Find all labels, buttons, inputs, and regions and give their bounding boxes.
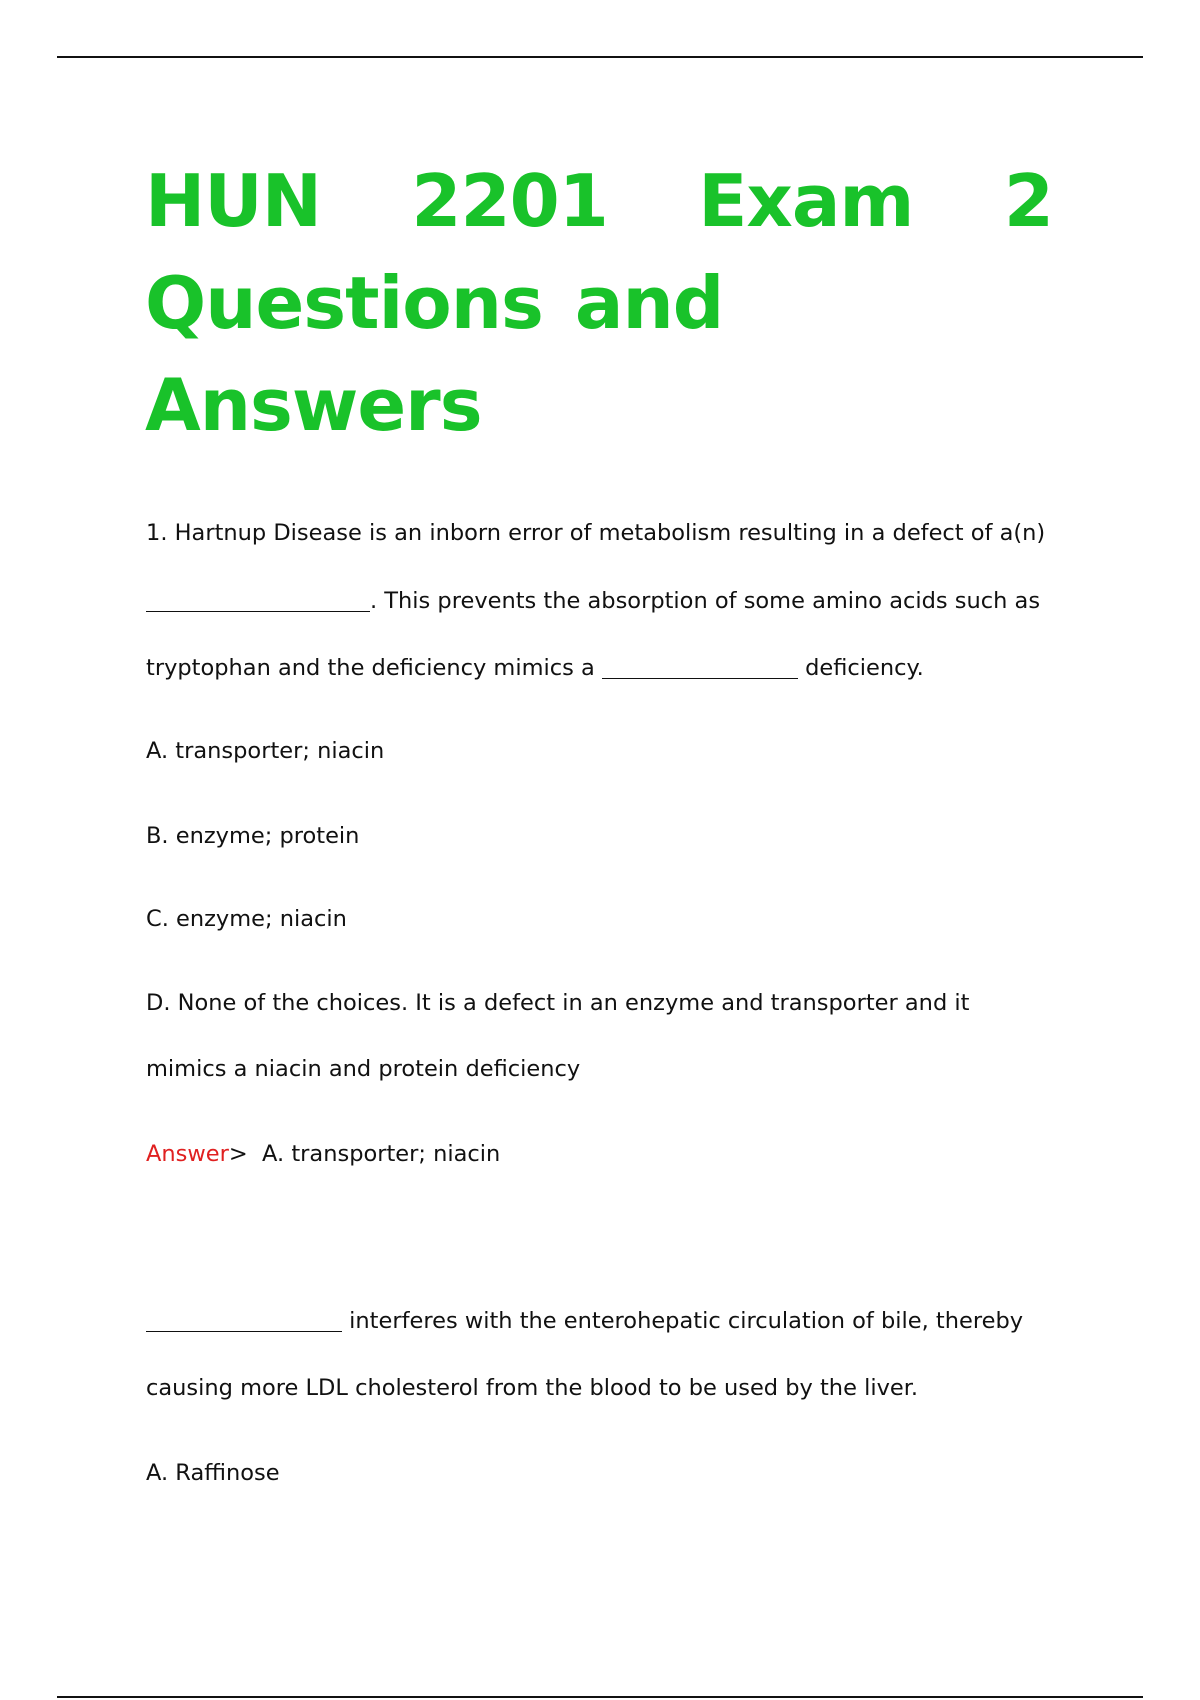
- question-1-line-2-text: . This prevents the absorption of some amino acids such as: [370, 588, 1041, 614]
- question-1-line-3-text-a: tryptophan and the deficiency mimics a: [146, 655, 595, 681]
- question-1-line-3-text-b: deficiency.: [805, 655, 924, 681]
- question-1-option-d-line-1: D. None of the choices. It is a defect in an enzyme and transporter and it: [146, 990, 970, 1016]
- question-1-line-2: [146, 586, 1040, 616]
- question-1-option-a: A. transporter; niacin: [146, 738, 385, 764]
- top-rule: [57, 56, 1143, 58]
- title-word: 2: [1003, 159, 1053, 243]
- question-2-option-a: A. Raffinose: [146, 1460, 280, 1486]
- question-1-answer: [146, 1139, 500, 1169]
- question-2-line-1-text: interferes with the enterohepatic circulation of bile, thereby: [349, 1308, 1024, 1334]
- fill-in-blank: [146, 1309, 342, 1332]
- question-1-option-b: B. enzyme; protein: [146, 823, 360, 849]
- title-word: HUN: [145, 159, 321, 243]
- answer-text: A. transporter; niacin: [262, 1141, 501, 1167]
- title-line-2: Questions and Answers: [145, 261, 724, 447]
- answer-separator: >: [228, 1141, 248, 1167]
- title-word: Exam: [698, 159, 914, 243]
- title-line-1: [145, 150, 1053, 252]
- answer-label: Answer: [146, 1141, 229, 1167]
- fill-in-blank: [602, 656, 798, 679]
- question-1-option-c: C. enzyme; niacin: [146, 906, 347, 932]
- question-1-line-1: 1. Hartnup Disease is an inborn error of metabolism resulting in a defect of a(n): [146, 520, 1046, 546]
- question-2-line-1: [146, 1306, 1023, 1336]
- bottom-rule: [57, 1696, 1143, 1698]
- question-1-option-d-line-2: mimics a niacin and protein deficiency: [146, 1056, 581, 1082]
- title-word: 2201: [411, 159, 608, 243]
- document-title: [145, 150, 1053, 447]
- question-1-line-3: [146, 653, 924, 683]
- question-2-line-2: causing more LDL cholesterol from the blood to be used by the liver.: [146, 1375, 919, 1401]
- fill-in-blank: [146, 589, 370, 612]
